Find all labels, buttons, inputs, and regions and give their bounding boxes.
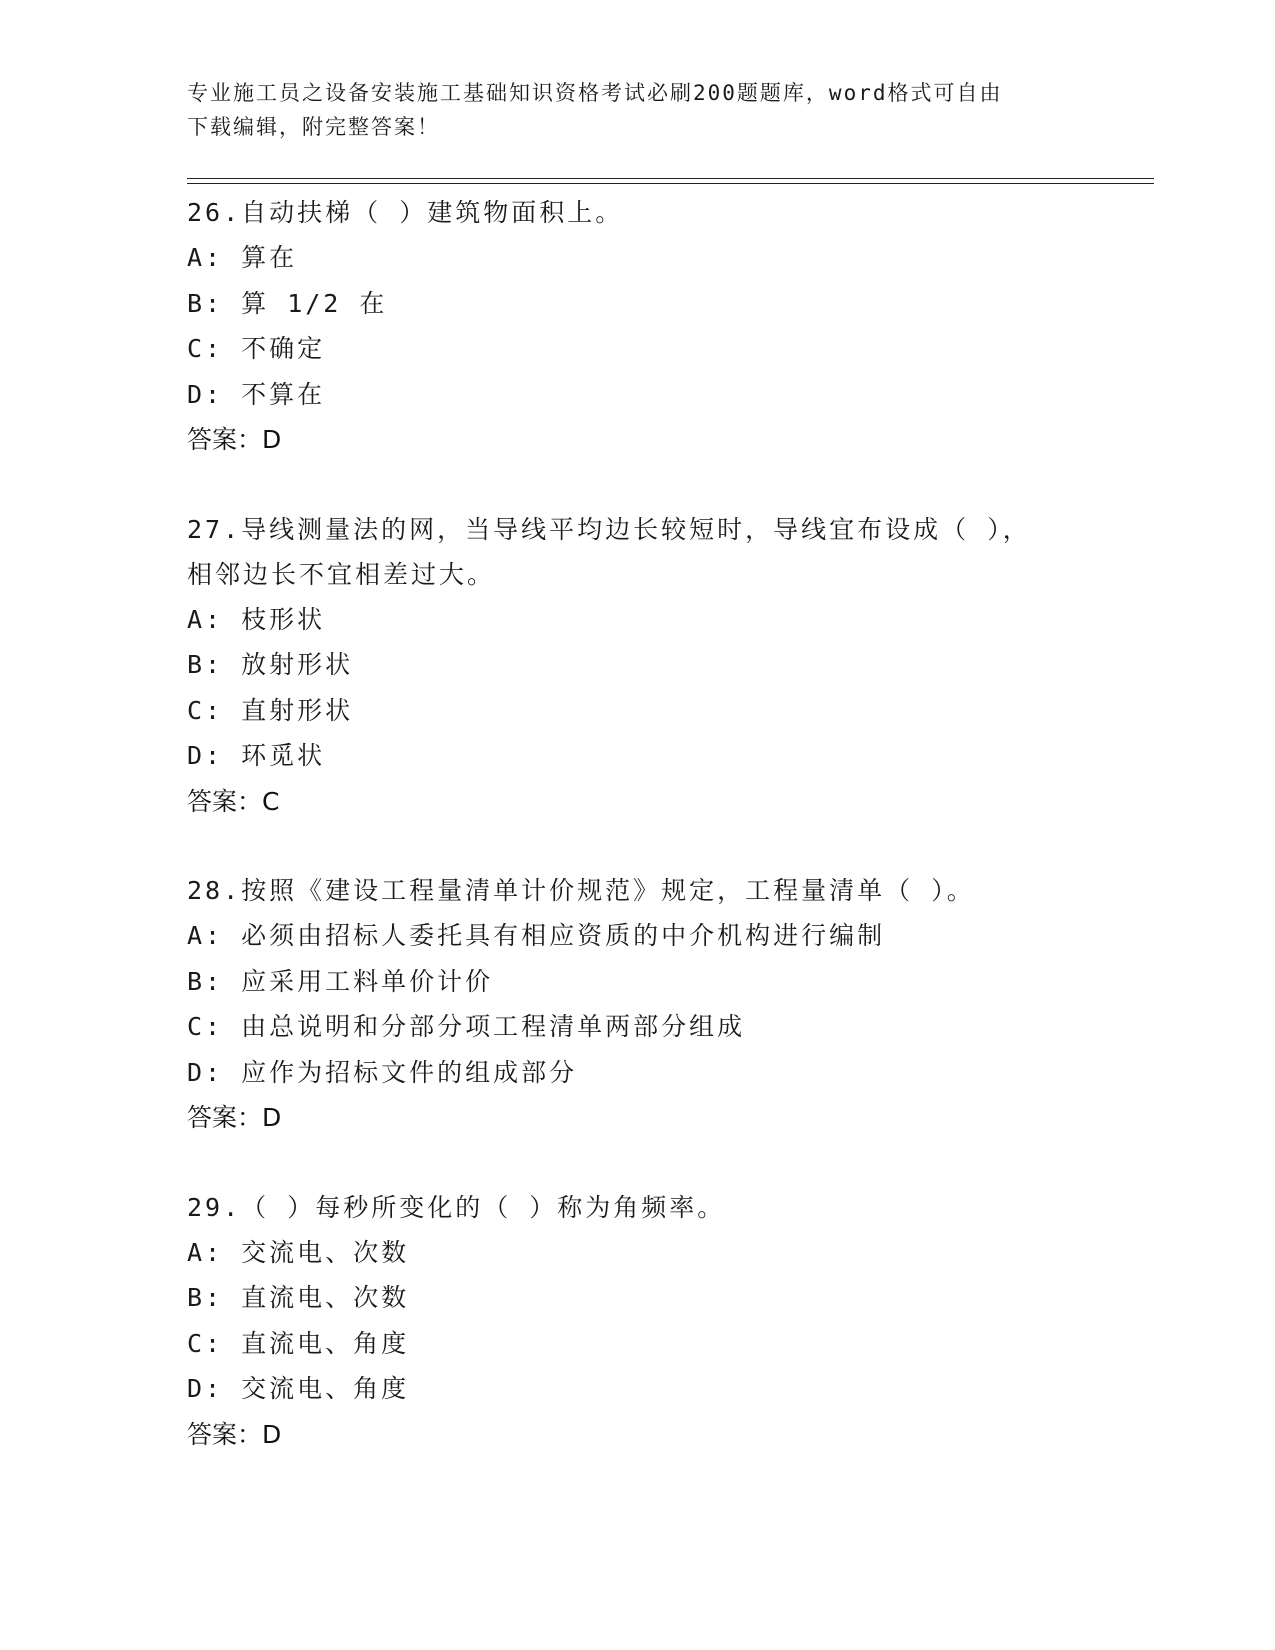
answer-label: 答案：C	[187, 786, 280, 816]
question-stem: 28.按照《建设工程量清单计价规范》规定，工程量清单（ ）。	[187, 876, 975, 905]
option-b: B: 算 1/2 在	[187, 288, 388, 318]
option-c: C: 直流电、角度	[187, 1328, 410, 1358]
header-divider-top	[187, 178, 1154, 179]
question-stem-continued: 相邻边长不宜相差过大。	[187, 559, 496, 589]
question-28	[187, 868, 1087, 1141]
option-d: D: 应作为招标文件的组成部分	[187, 1057, 578, 1087]
option-a: A: 交流电、次数	[187, 1237, 410, 1267]
question-29	[187, 1185, 1087, 1458]
option-c: C: 由总说明和分部分项工程清单两部分组成	[187, 1012, 746, 1041]
question-stem: 26.自动扶梯（ ）建筑物面积上。	[187, 198, 624, 227]
question-27	[187, 507, 1087, 825]
option-a: A: 算在	[187, 243, 298, 272]
option-a: A: 必须由招标人委托具有相应资质的中介机构进行编制	[187, 921, 886, 950]
question-26	[187, 190, 1087, 463]
header-line-1: 专业施工员之设备安装施工基础知识资格考试必刷200题题库，word格式可自由	[187, 81, 1003, 105]
option-c: C: 直射形状	[187, 695, 354, 725]
question-stem: 27.导线测量法的网，当导线平均边长较短时，导线宜布设成（ ），	[187, 514, 1031, 544]
question-list	[187, 190, 1087, 1501]
header-divider-bottom	[187, 183, 1154, 184]
question-stem: 29.（ ）每秒所变化的（ ）称为角频率。	[187, 1192, 726, 1222]
option-b: B: 放射形状	[187, 650, 354, 679]
option-d: D: 不算在	[187, 379, 326, 409]
option-b: B: 应采用工料单价计价	[187, 966, 494, 996]
option-d: D: 环觅状	[187, 741, 326, 770]
document-header	[187, 76, 1067, 144]
answer-label: 答案：D	[187, 1419, 282, 1449]
option-a: A: 枝形状	[187, 604, 326, 634]
answer-label: 答案：D	[187, 425, 282, 454]
option-b: B: 直流电、次数	[187, 1283, 410, 1312]
header-line-2: 下载编辑，附完整答案！	[187, 115, 440, 139]
answer-label: 答案：D	[187, 1103, 282, 1132]
option-d: D: 交流电、角度	[187, 1374, 410, 1403]
option-c: C: 不确定	[187, 334, 326, 363]
